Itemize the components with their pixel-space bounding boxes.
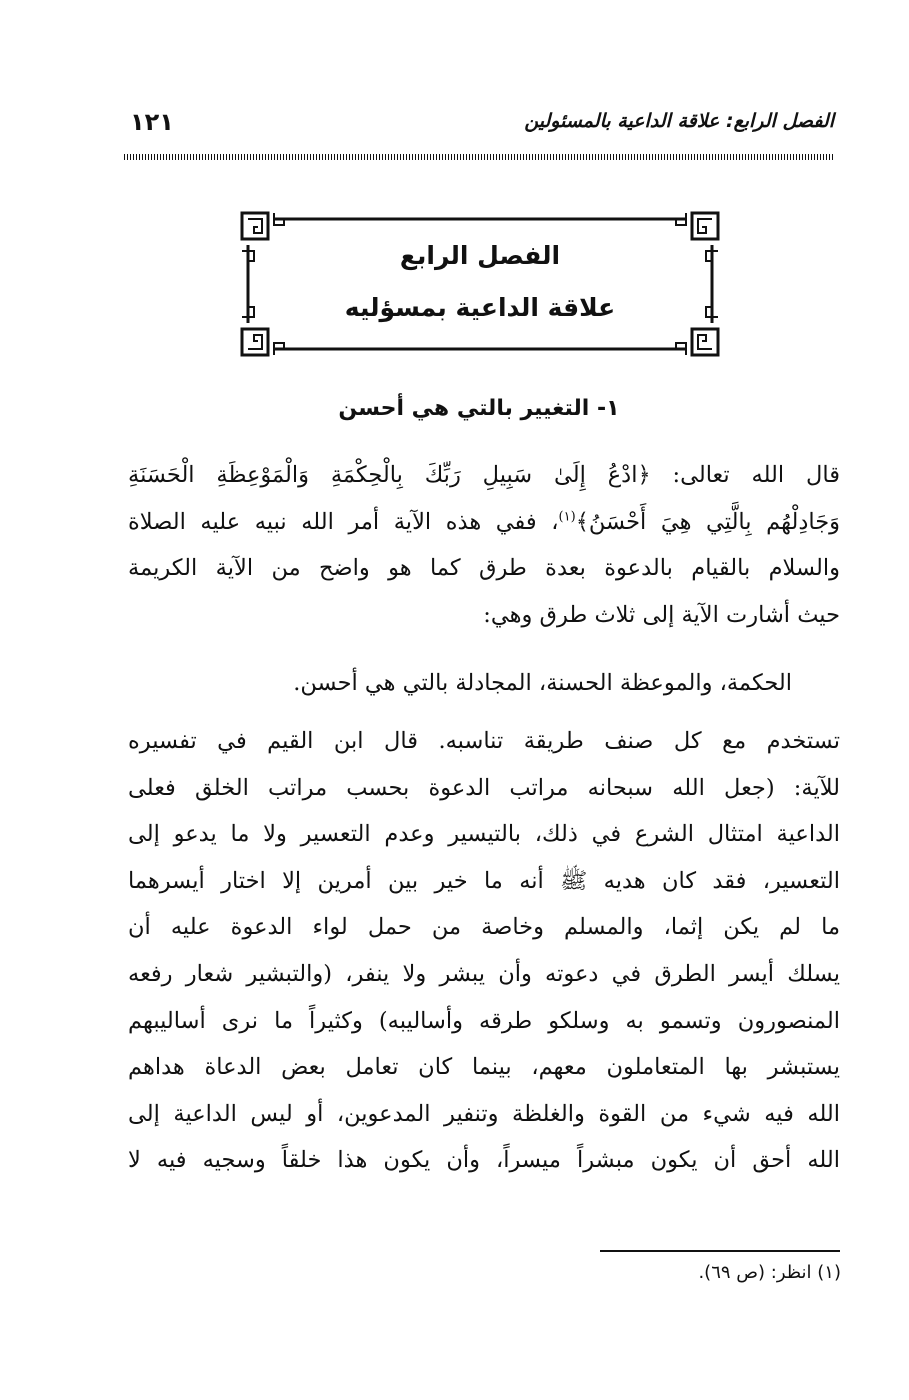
text-line: تستخدم مع كل صنف طريقة تناسبه. قال ابن القيم في تفسيره [128,728,840,754]
text-line: قال الله تعالى: ﴿ادْعُ إِلَىٰ سَبِيلِ رَبِّكَ بِالْحِكْمَةِ وَالْمَوْعِظَةِ الْحَسَنَةِ [128,462,840,488]
quran-verse-end: وَجَادِلْهُم بِالَّتِي هِيَ أَحْسَنُ﴾ [575,508,840,535]
methods-line [128,660,840,707]
footnote: (١) انظر: (ص ٦٩). [698,1262,841,1283]
text-line: للآية: (جعل الله سبحانه مراتب الدعوة بحسب مراتب الخلق فعلى [128,774,840,801]
text-line: ما لم يكن إثما، والمسلم وخاصة من حمل لواء الدعوة عليه أن [128,914,840,941]
text-line: الداعية امتثال الشرع في ذلك، بالتيسير وعدم التعسير ولا ما يدعو إلى [128,821,840,848]
text-line: التعسير، فقد كان هديه ﷺ أنه ما خير بين أمرين إلا اختار أيسرهما [128,867,840,894]
intro-paragraph [128,452,840,638]
text-line: يسلك أيسر الطرق في دعوته وأن يبشر ولا ينفر، (والتبشير شعار رفعه [128,960,840,987]
footnote-reference: (١) [558,509,576,525]
page-number: ١٢١ [130,108,174,136]
text-line: يستبشر بها المتعاملون معهم، بينما كان تعامل بعض الدعاة هداهم [128,1054,840,1081]
text-fragment: ، ففي هذه الآية أمر الله نبيه عليه الصلاة [128,508,559,535]
running-title: الفصل الرابع: علاقة الداعية بالمسئولين [524,110,834,132]
header-divider [124,154,834,160]
text-line [128,499,840,546]
chapter-label: الفصل الرابع [399,241,561,270]
text-line: المنصورون وتسمو به وسلكو طرقه وأساليبه) وكثيراً ما نرى أساليبهم [128,1007,840,1034]
footnote-divider [600,1250,840,1252]
section-heading: ١- التغيير بالتي هي أحسن [338,396,620,421]
text-line: الله أحق أن يكون مبشراً ميسراً، وأن يكون هذا خلقاً وسجيه فيه لا [128,1147,840,1174]
chapter-title: علاقة الداعية بمسؤليه [344,293,616,322]
chapter-title-frame [240,211,720,357]
text-line: حيث أشارت الآية إلى ثلاث طرق وهي: [483,601,840,628]
main-paragraph [128,718,840,1184]
page-header [124,108,834,148]
decorative-frame-border [240,211,720,357]
text-line: الله فيه شيء من القوة والغلظة وتنفير المدعوين، أو ليس الداعية إلى [128,1100,840,1127]
text-line: والسلام بالقيام بالدعوة بعدة طرق كما هو واضح من الآية الكريمة [128,555,840,582]
text-line: الحكمة، والموعظة الحسنة، المجادلة بالتي هي أحسن. [293,670,792,696]
